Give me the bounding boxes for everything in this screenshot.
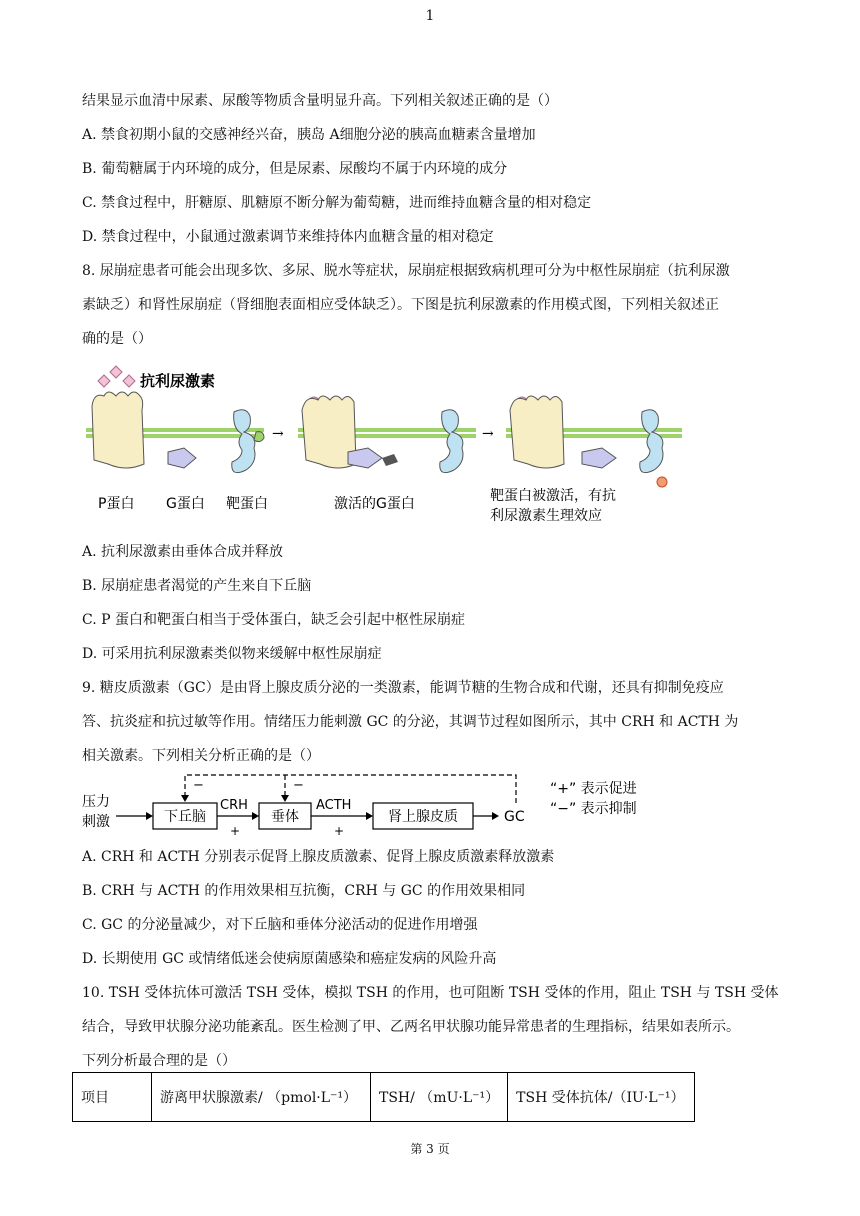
feedback-minus-2: − <box>293 778 304 793</box>
table-header-row <box>73 1073 695 1122</box>
question-8-stem-3: 确的是（） <box>82 331 152 347</box>
question-9-stem: 9. 糖皮质激素（GC）是由肾上腺皮质分泌的一类激素，能调节糖的生物合成和代谢，还具有抑制免疫应 <box>82 680 724 696</box>
arrow-2: → <box>482 426 494 442</box>
table-header-cell: 游离甲状腺激素/ （pmol·L⁻¹） <box>152 1073 371 1122</box>
q7-option-b: B. 葡萄糖属于内环境的成分，但是尿素、尿酸均不属于内环境的成分 <box>82 161 508 177</box>
page-footer: 第 3 页 <box>410 1142 450 1156</box>
legend-minus: “−” 表示抑制 <box>550 801 637 817</box>
adh-title: 抗利尿激素 <box>140 372 216 390</box>
q8-option-c: C. P 蛋白和靶蛋白相当于受体蛋白，缺乏会引起中枢性尿崩症 <box>82 612 465 628</box>
table-header-cell: TSH/ （mU·L⁻¹） <box>371 1073 508 1122</box>
table-header-cell: TSH 受体抗体/（IU·L⁻¹） <box>508 1073 695 1122</box>
legend-plus: “+” 表示促进 <box>550 781 637 797</box>
question-9-stem-3: 相关激素。下列相关分析正确的是（） <box>82 748 320 764</box>
stimulus-label-2: 刺激 <box>82 814 110 830</box>
adrenal-cortex-label: 肾上腺皮质 <box>388 809 458 825</box>
hypothalamus-label: 下丘脑 <box>164 809 206 825</box>
stimulus-label-1: 压力 <box>82 794 110 810</box>
label-activated-g: 激活的G蛋白 <box>334 496 415 512</box>
adh-mechanism-figure <box>86 362 686 532</box>
question-10-stem-3: 下列分析最合理的是（） <box>82 1053 236 1069</box>
panel-2 <box>298 396 476 473</box>
target-protein-shape <box>232 410 255 473</box>
q7-option-c: C. 禁食过程中，肝糖原、肌糖原不断分解为葡萄糖，进而维持血糖含量的相对稳定 <box>82 195 592 211</box>
gc-label: GC <box>504 809 525 825</box>
label-g-protein: G蛋白 <box>166 496 205 512</box>
label-p-protein: P蛋白 <box>98 496 135 512</box>
pituitary-label: 垂体 <box>271 809 299 825</box>
q9-option-b: B. CRH 与 ACTH 的作用效果相互抗衡，CRH 与 GC 的作用效果相同 <box>82 883 526 899</box>
crh-plus: + <box>230 824 241 838</box>
table-header-cell: 项目 <box>73 1073 152 1122</box>
question-7-stem-end: 结果显示血清中尿素、尿酸等物质含量明显升高。下列相关叙述正确的是（） <box>82 93 558 109</box>
question-9-stem-2: 答、抗炎症和抗过敏等作用。情绪压力能刺激 GC 的分泌，其调节过程如图所示，其中 CRH 和 ACTH 为 <box>82 714 739 730</box>
q8-option-a: A. 抗利尿激素由垂体合成并释放 <box>82 544 284 560</box>
question-10-stem-2: 结合，导致甲状腺分泌功能紊乱。医生检测了甲、乙两名甲状腺功能异常患者的生理指标，结果如表所示。 <box>82 1019 740 1035</box>
question-8-stem-2: 素缺乏）和肾性尿崩症（肾细胞表面相应受体缺乏）。下图是抗利尿激素的作用模式图，下列相关叙述正 <box>82 297 719 313</box>
q9-option-a: A. CRH 和 ACTH 分别表示促肾上腺皮质激素、促肾上腺皮质激素释放激素 <box>82 849 555 865</box>
q9-option-d: D. 长期使用 GC 或情绪低迷会使病原菌感染和癌症发病的风险升高 <box>82 951 497 967</box>
acth-label: ACTH <box>316 798 352 813</box>
hormone-molecules <box>98 366 135 387</box>
acth-plus: + <box>334 824 345 838</box>
g-protein-shape <box>168 448 196 468</box>
question-10-stem: 10. TSH 受体抗体可激活 TSH 受体，模拟 TSH 的作用，也可阻断 TSH 受体的作用，阻止 TSH 与 TSH 受体 <box>82 985 779 1001</box>
panel-1 <box>86 392 264 473</box>
arrow-1: → <box>272 426 284 442</box>
activation-spark-icon <box>657 477 667 487</box>
patient-data-table <box>72 1072 695 1122</box>
crh-label: CRH <box>220 798 248 813</box>
q7-option-a: A. 禁食初期小鼠的交感神经兴奋，胰岛 A细胞分泌的胰高血糖素含量增加 <box>82 127 536 143</box>
p-protein-shape <box>92 392 144 468</box>
label-target-activated-2: 利尿激素生理效应 <box>490 508 602 524</box>
label-target-protein: 靶蛋白 <box>226 496 268 512</box>
q7-option-d: D. 禁食过程中，小鼠通过激素调节来维持体内血糖含量的相对稳定 <box>82 229 494 245</box>
q9-option-c: C. GC 的分泌量减少，对下丘脑和垂体分泌活动的促进作用增强 <box>82 917 478 933</box>
page-number: 1 <box>425 8 435 24</box>
feedback-minus-1: − <box>193 778 204 793</box>
label-target-activated-1: 靶蛋白被激活，有抗 <box>490 488 616 504</box>
q8-option-b: B. 尿崩症患者渴觉的产生来自下丘脑 <box>82 578 312 594</box>
q8-option-d: D. 可采用抗利尿激素类似物来缓解中枢性尿崩症 <box>82 646 382 662</box>
gc-regulation-diagram <box>82 773 662 839</box>
question-8-stem: 8. 尿崩症患者可能会出现多饮、多尿、脱水等症状，尿崩症根据致病机理可分为中枢性尿崩症（抗利尿激 <box>82 263 730 279</box>
panel-3 <box>506 396 682 487</box>
